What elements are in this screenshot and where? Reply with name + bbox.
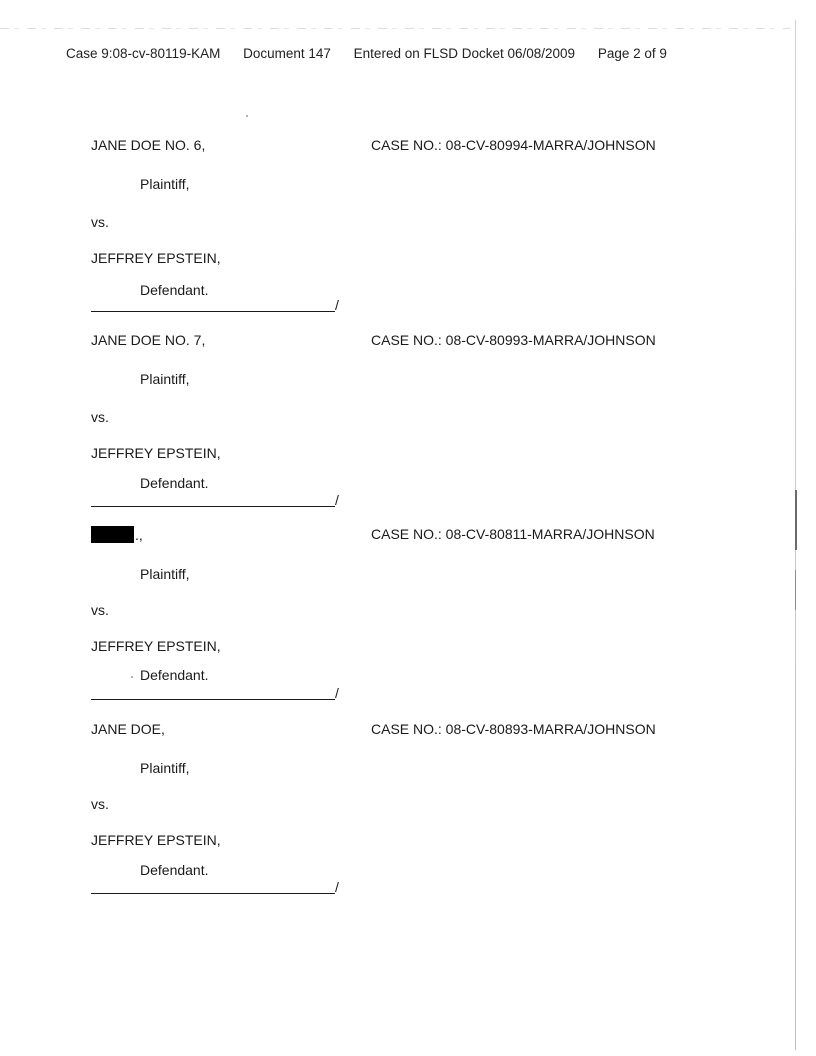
header-entered: Entered on FLSD Docket 06/08/2009 [353,46,576,61]
case-number: CASE NO.: 08-CV-80893-MARRA/JOHNSON [371,721,656,737]
rule-slash: / [335,879,339,895]
case-number: CASE NO.: 08-CV-80993-MARRA/JOHNSON [371,332,656,348]
header-case-number: Case 9:08-cv-80119-KAM [66,46,221,61]
plaintiff-name-suffix: ., [135,527,143,543]
defendant-name: JEFFREY EPSTEIN, [91,250,221,266]
signature-rule [91,699,335,700]
case-number: CASE NO.: 08-CV-80994-MARRA/JOHNSON [371,137,656,153]
scan-edge-mark [795,490,797,550]
redaction-block [91,526,134,543]
rule-slash: / [335,492,339,508]
defendant-name: JEFFREY EPSTEIN, [91,445,221,461]
defendant-label: Defendant. [140,475,209,491]
plaintiff-name-redacted [91,526,143,543]
scan-artifact-top [0,28,790,29]
defendant-name: JEFFREY EPSTEIN, [91,638,221,654]
scan-speck [246,115,248,117]
defendant-label: Defendant. [140,282,209,298]
scan-speck [131,676,133,678]
plaintiff-name: JANE DOE, [91,721,165,737]
plaintiff-label: Plaintiff, [140,176,190,192]
plaintiff-label: Plaintiff, [140,566,190,582]
versus: vs. [91,409,109,425]
plaintiff-name: JANE DOE NO. 6, [91,137,206,153]
signature-rule [91,893,335,894]
versus: vs. [91,214,109,230]
defendant-label: Defendant. [140,862,209,878]
versus: vs. [91,796,109,812]
header-page: Page 2 of 9 [597,46,667,61]
case-number: CASE NO.: 08-CV-80811-MARRA/JOHNSON [371,526,655,542]
rule-slash: / [335,685,339,701]
plaintiff-name: JANE DOE NO. 7, [91,332,206,348]
header-document: Document 147 [243,46,331,61]
scan-edge-mark [795,570,796,610]
versus: vs. [91,602,109,618]
plaintiff-label: Plaintiff, [140,760,190,776]
docket-header [66,46,667,61]
signature-rule [91,311,335,312]
defendant-name: JEFFREY EPSTEIN, [91,832,221,848]
rule-slash: / [335,297,339,313]
plaintiff-label: Plaintiff, [140,371,190,387]
signature-rule [91,506,335,507]
defendant-label: Defendant. [140,667,209,683]
